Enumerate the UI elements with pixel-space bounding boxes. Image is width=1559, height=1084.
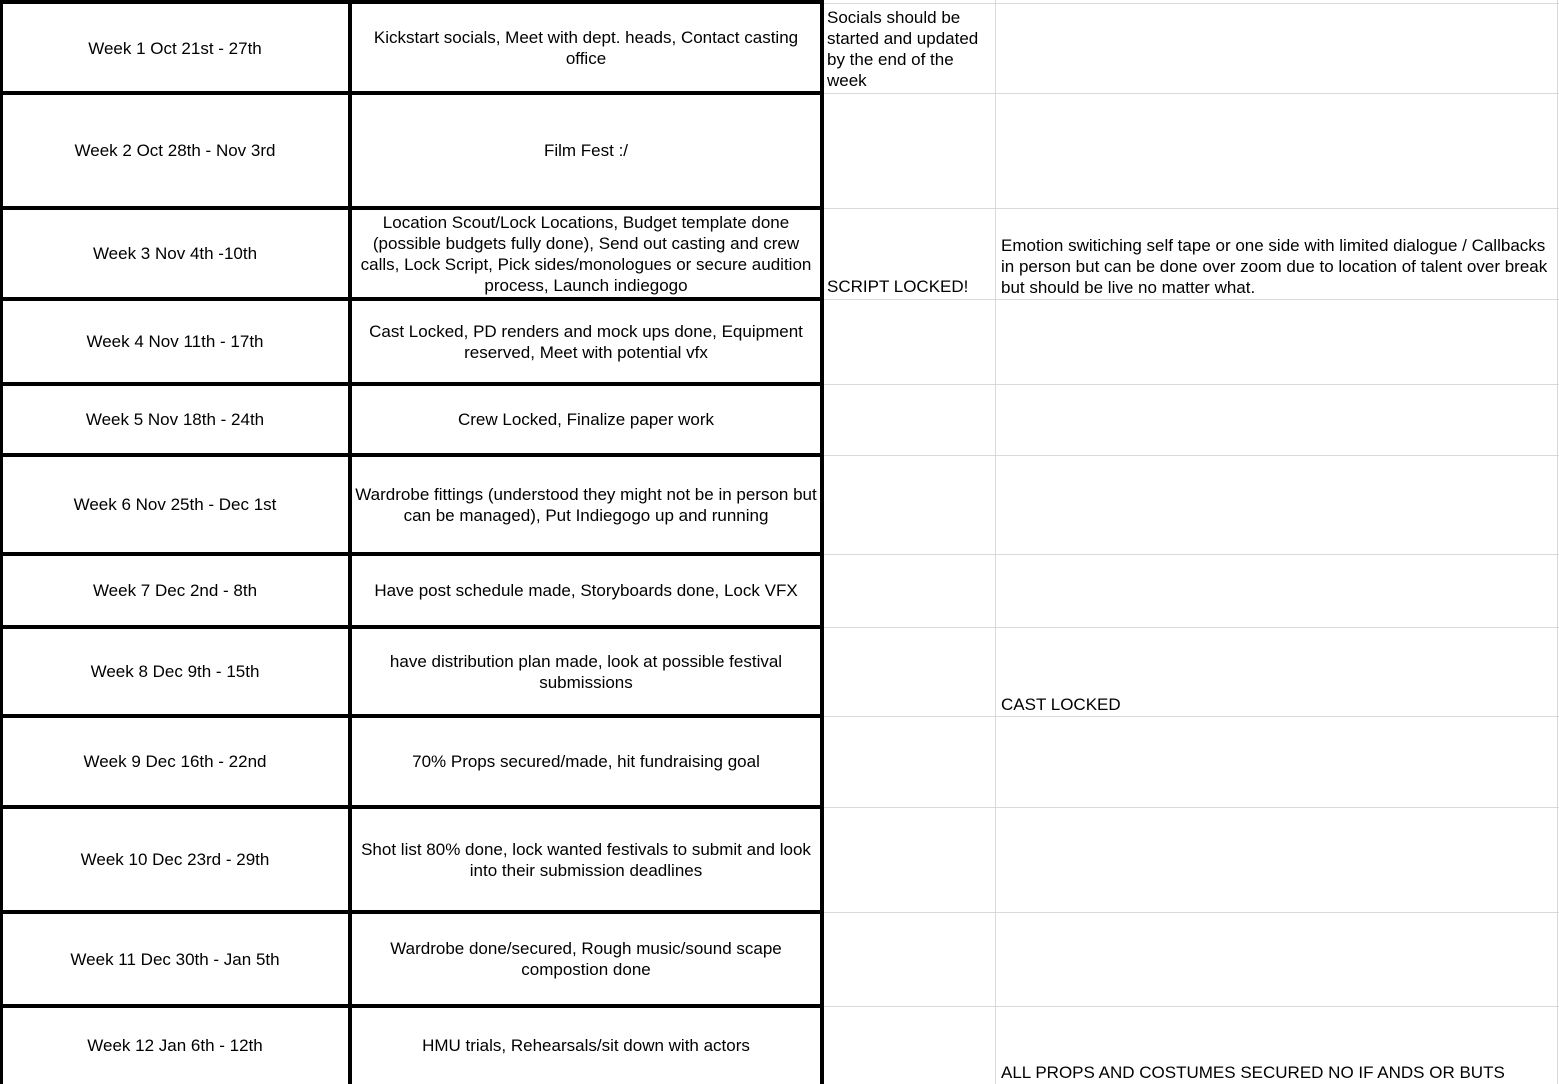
table-row — [0, 93, 1559, 208]
border-line — [0, 1004, 824, 1008]
border-line — [0, 206, 824, 210]
week-cell[interactable] — [0, 384, 350, 455]
table-row — [0, 554, 1559, 627]
note-cell[interactable] — [822, 1006, 996, 1084]
tasks-cell[interactable] — [350, 627, 822, 716]
week-cell[interactable] — [0, 716, 350, 807]
note-cell[interactable] — [822, 716, 996, 807]
tasks-cell[interactable] — [350, 912, 822, 1006]
table-row — [0, 455, 1559, 554]
note-cell[interactable] — [822, 93, 996, 208]
border-line — [0, 910, 824, 914]
tasks-text: Cast Locked, PD renders and mock ups done, Equipment reserved, Meet with potential vfx — [369, 321, 803, 362]
grid-line — [822, 455, 1559, 456]
grid-line — [822, 299, 1559, 300]
week-cell[interactable] — [0, 93, 350, 208]
grid-line — [822, 3, 1559, 4]
table-row — [0, 912, 1559, 1006]
border-line — [0, 0, 824, 4]
extra-cell[interactable] — [996, 299, 1559, 384]
tasks-cell[interactable] — [350, 3, 822, 93]
week-label: Week 12 Jan 6th - 12th — [87, 1035, 263, 1055]
note-cell[interactable] — [822, 807, 996, 912]
table-row — [0, 3, 1559, 93]
table-row — [0, 384, 1559, 455]
week-label: Week 1 Oct 21st - 27th — [88, 38, 262, 58]
extra-cell[interactable] — [996, 1006, 1559, 1084]
extra-cell[interactable] — [996, 554, 1559, 627]
note-text: Socials should be started and updated by the end of the week — [827, 8, 979, 90]
note-cell[interactable] — [822, 627, 996, 716]
tasks-text: 70% Props secured/made, hit fundraising goal — [412, 752, 760, 771]
note-cell[interactable] — [822, 3, 996, 93]
grid-line — [995, 0, 996, 1084]
week-cell[interactable] — [0, 299, 350, 384]
week-cell[interactable] — [0, 554, 350, 627]
note-cell[interactable] — [822, 912, 996, 1006]
week-label: Week 11 Dec 30th - Jan 5th — [70, 949, 280, 969]
border-line — [0, 453, 824, 457]
week-cell[interactable] — [0, 1006, 350, 1084]
tasks-text: Wardrobe done/secured, Rough music/sound scape compostion done — [390, 939, 782, 979]
extra-cell[interactable] — [996, 912, 1559, 1006]
extra-cell[interactable] — [996, 384, 1559, 455]
border-line — [0, 552, 824, 556]
note-cell[interactable] — [822, 208, 996, 299]
border-line — [0, 0, 3, 1084]
tasks-cell[interactable] — [350, 716, 822, 807]
week-label: Week 4 Nov 11th - 17th — [86, 332, 264, 351]
border-line — [0, 625, 824, 629]
table-row — [0, 208, 1559, 299]
week-cell[interactable] — [0, 912, 350, 1006]
border-line — [0, 805, 824, 809]
extra-cell[interactable] — [996, 208, 1559, 299]
tasks-text: have distribution plan made, look at possible festival submissions — [389, 651, 783, 692]
extra-text: CAST LOCKED — [1001, 695, 1121, 714]
grid-line — [822, 807, 1559, 808]
table-row — [0, 627, 1559, 716]
extra-cell[interactable] — [996, 3, 1559, 93]
border-line — [820, 0, 824, 1084]
extra-cell[interactable] — [996, 627, 1559, 716]
tasks-cell[interactable] — [350, 384, 822, 455]
extra-cell[interactable] — [996, 455, 1559, 554]
week-cell[interactable] — [0, 208, 350, 299]
grid-line — [822, 912, 1559, 913]
border-line — [0, 382, 824, 386]
grid-line — [822, 554, 1559, 555]
week-label: Week 9 Dec 16th - 22nd — [83, 752, 267, 771]
tasks-cell[interactable] — [350, 554, 822, 627]
grid-line — [822, 93, 1559, 94]
tasks-text: Wardrobe fittings (understood they might not be in person but can be managed), Put Indiegogo up and running — [355, 484, 817, 525]
grid-line — [822, 384, 1559, 385]
note-cell[interactable] — [822, 299, 996, 384]
tasks-cell[interactable] — [350, 208, 822, 299]
tasks-text: HMU trials, Rehearsals/sit down with actors — [422, 1035, 750, 1055]
extra-cell[interactable] — [996, 807, 1559, 912]
tasks-text: Location Scout/Lock Locations, Budget template done (possible budgets fully done), Send out casting and crew calls, Lock Script, Pick sides/monologues or secure audition process, Launch indiegogo — [360, 212, 812, 295]
tasks-text: Crew Locked, Finalize paper work — [457, 410, 715, 429]
table-row — [0, 716, 1559, 807]
week-label: Week 6 Nov 25th - Dec 1st — [73, 495, 277, 514]
table-row — [0, 807, 1559, 912]
week-label: Week 3 Nov 4th -10th — [92, 244, 258, 263]
tasks-text: Shot list 80% done, lock wanted festivals to submit and look into their submission deadlines — [361, 839, 811, 880]
tasks-cell[interactable] — [350, 93, 822, 208]
extra-text: ALL PROPS AND COSTUMES SECURED NO IF ANDS OR BUTS — [1001, 1063, 1505, 1082]
extra-text: Emotion switiching self tape or one side with limited dialogue / Callbacks in person but can be done over zoom due to location of talent over break but should be live no matter what. — [1001, 236, 1548, 297]
grid-line — [822, 627, 1559, 628]
tasks-cell[interactable] — [350, 299, 822, 384]
week-label: Week 7 Dec 2nd - 8th — [92, 581, 258, 600]
border-line — [0, 297, 824, 301]
week-cell[interactable] — [0, 455, 350, 554]
tasks-text: Have post schedule made, Storyboards done, Lock VFX — [374, 581, 798, 600]
tasks-text: Kickstart socials, Meet with dept. heads, Contact casting office — [373, 28, 799, 68]
week-label: Week 5 Nov 18th - 24th — [85, 410, 265, 429]
grid-line — [1557, 0, 1558, 1084]
grid-line — [822, 1006, 1559, 1007]
week-cell[interactable] — [0, 627, 350, 716]
tasks-cell[interactable] — [350, 1006, 822, 1084]
table-row — [0, 1006, 1559, 1084]
week-label: Week 2 Oct 28th - Nov 3rd — [74, 141, 276, 160]
table-row — [0, 299, 1559, 384]
week-label: Week 8 Dec 9th - 15th — [90, 662, 260, 681]
border-line — [348, 0, 352, 1084]
grid-line — [822, 208, 1559, 209]
tasks-cell[interactable] — [350, 455, 822, 554]
tasks-cell[interactable] — [350, 807, 822, 912]
note-cell[interactable] — [822, 455, 996, 554]
week-label: Week 10 Dec 23rd - 29th — [80, 850, 270, 869]
week-cell[interactable] — [0, 807, 350, 912]
week-cell[interactable] — [0, 3, 350, 93]
tasks-text: Film Fest :/ — [543, 141, 629, 160]
extra-cell[interactable] — [996, 716, 1559, 807]
grid-line — [822, 716, 1559, 717]
extra-cell[interactable] — [996, 93, 1559, 208]
border-line — [0, 91, 824, 95]
note-cell[interactable] — [822, 384, 996, 455]
note-cell[interactable] — [822, 554, 996, 627]
border-line — [0, 714, 824, 718]
note-text: SCRIPT LOCKED! — [827, 277, 969, 296]
